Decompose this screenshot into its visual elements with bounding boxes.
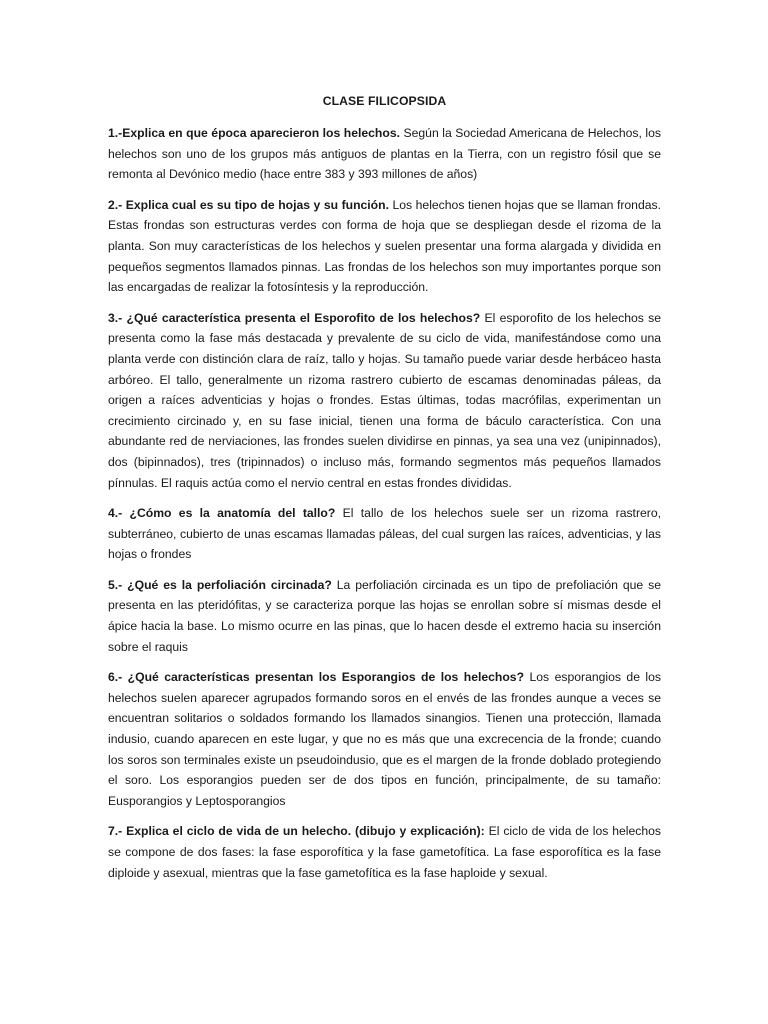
- section-4: [108, 503, 661, 565]
- document-title: CLASE FILICOPSIDA: [322, 94, 447, 108]
- section-2: [108, 195, 661, 298]
- section-6-answer: Los esporangios de los helechos suelen aparecer agrupados formando soros en el envés de las frondes aunque a veces se encuentran solitarios o soldados formando los llamados sinangios. Tienen una protección, llamada indusio, cuando aparecen en este lugar, y que no es más que una excrecencia de la fronde; cuando los soros son terminales existe un pseudoindusio, que es el margen de la fronde doblado protegiendo el soro. Los esporangios pueden ser de dos tipos en función, principalmente, de su tamaño: Eusporangios y Leptosporangios: [108, 670, 662, 808]
- section-3-question: 3.- ¿Qué característica presenta el Esporofito de los helechos?: [108, 310, 481, 325]
- section-4-answer: El tallo de los helechos suele ser un rizoma rastrero, subterráneo, cubierto de unas escamas llamadas páleas, del cual surgen las raíces, adventicias, y las hojas o frondes: [108, 506, 662, 562]
- section-2-answer: Los helechos tienen hojas que se llaman frondas. Estas frondas son estructuras verdes con forma de hoja que se despliegan desde el rizoma de la planta. Son muy características de los helechos y suelen presentar una forma alargada y dividida en pequeños segmentos llamados pinnas. Las frondas de los helechos son muy importantes porque son las encargadas de realizar la fotosíntesis y la reproducción.: [108, 197, 661, 295]
- section-5-question: 5.- ¿Qué es la perfoliación circinada?: [108, 577, 332, 592]
- section-7-question: 7.- Explica el ciclo de vida de un helecho. (dibujo y explicación):: [108, 824, 485, 839]
- section-5-answer: La perfoliación circinada es un tipo de prefoliación que se presenta en las pteridófitas, y se caracteriza porque las hojas se enrollan sobre sí mismas desde el ápice hacia la base. Lo mismo ocurre en las pinas, que lo hacen desde el extremo hacia su inserción sobre el raquis: [108, 577, 661, 654]
- section-1: [108, 123, 661, 185]
- section-3: [108, 308, 661, 493]
- section-6: [108, 667, 661, 811]
- section-1-answer: Según la Sociedad Americana de Helechos, los helechos son uno de los grupos más antiguos de plantas en la Tierra, con un registro fósil que se remonta al Devónico medio (hace entre 383 y 393 millones de años): [108, 126, 661, 182]
- section-5: [108, 575, 661, 657]
- section-2-question: 2.- Explica cual es su tipo de hojas y su función.: [108, 197, 389, 212]
- section-7-answer: El ciclo de vida de los helechos se compone de dos fases: la fase esporofítica y la fase gametofítica. La fase esporofítica es la fase diploide y asexual, mientras que la fase gametofítica es la fase haploide y sexual.: [108, 824, 662, 880]
- section-4-question: 4.- ¿Cómo es la anatomía del tallo?: [108, 506, 336, 521]
- section-1-question: 1.-Explica en que época aparecieron los helechos.: [108, 126, 400, 140]
- section-3-answer: El esporofito de los helechos se presenta como la fase más destacada y prevalente de su ciclo de vida, manifestándose como una planta verde con distinción clara de raíz, tallo y hojas. Su tamaño puede variar desde herbáceo hasta arbóreo. El tallo, generalmente un rizoma rastrero cubierto de escamas denominadas páleas, da origen a raíces adventicias y hojas o frondes. Estas últimas, todas macrófilas, experimentan un crecimiento circinado y, en su fase inicial, tienen una forma de báculo característica. Con una abundante red de nerviaciones, las frondes suelen dividirse en pinnas, ya sea una vez (unipinnados), dos (bipinnados), tres (tripinnados) o incluso más, formando segmentos más pequeños llamados pínnulas. El raquis actúa como el nervio central en estas frondes divididas.: [108, 310, 661, 490]
- section-6-question: 6.- ¿Qué características presentan los Esporangios de los helechos?: [108, 670, 525, 685]
- document-page: [108, 91, 661, 893]
- section-7: [108, 821, 661, 883]
